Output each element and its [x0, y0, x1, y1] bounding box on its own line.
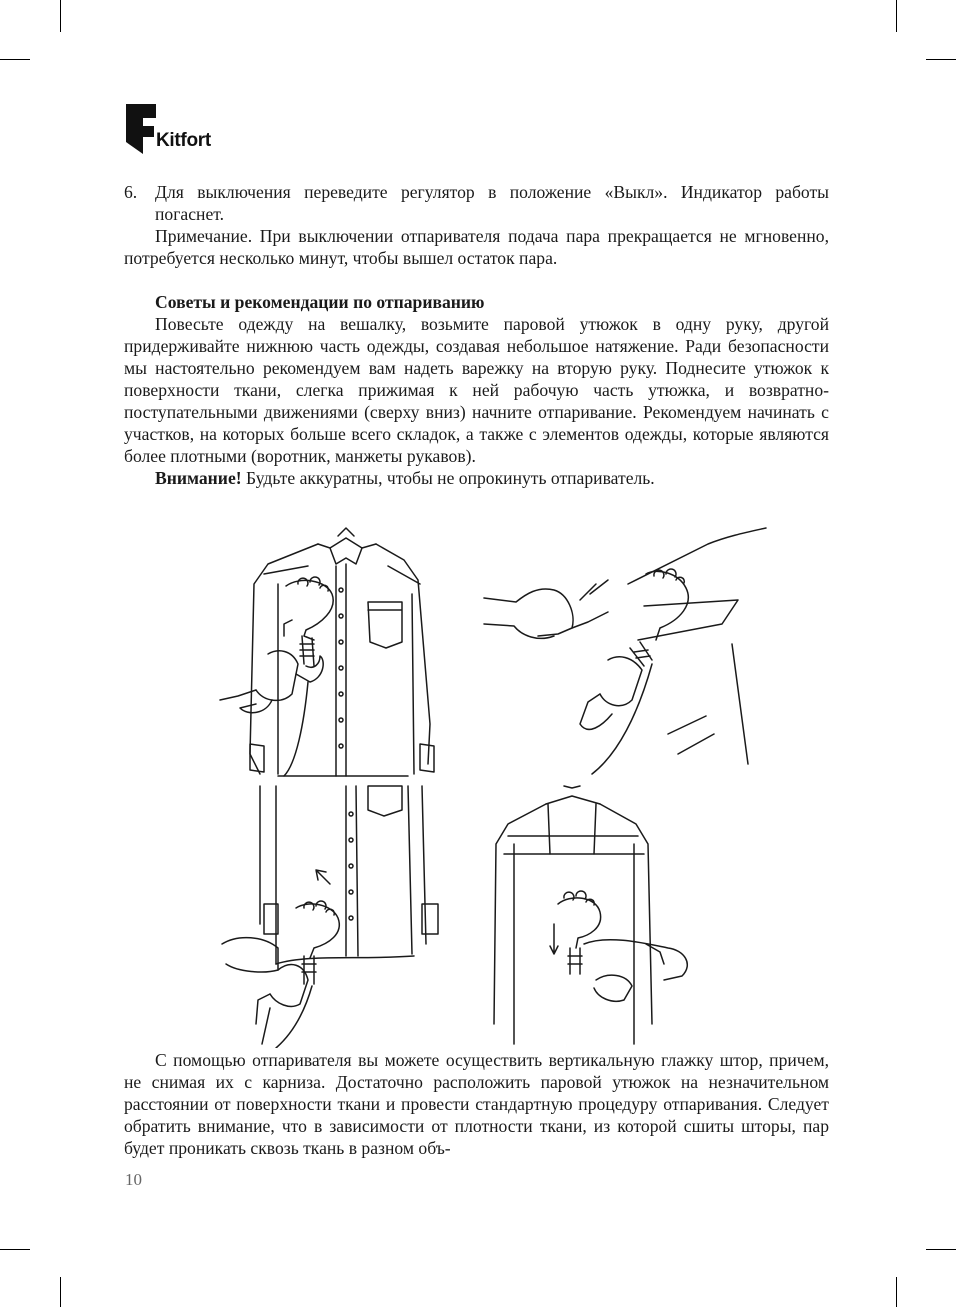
crop-mark	[0, 1249, 30, 1250]
text-block-bottom	[124, 1049, 829, 1159]
steaming-illustration-image	[208, 524, 770, 1048]
crop-mark	[896, 1277, 897, 1307]
brand-logo	[126, 104, 256, 156]
kitfort-logo-icon	[126, 104, 156, 154]
illustration-panel-4	[494, 786, 687, 1044]
steaming-illustration	[208, 524, 770, 1048]
paragraph-tips: Повесьте одежду на вешалку, возьмите паровой утюжок в одну руку, другой придерживайте нижнюю часть одежды, создавая небольшое натяжение. Ради безопасности мы настоятельно рекомендуем вам надеть варежку на вторую руку. Поднесите утюжок к поверхности ткани, слегка прижимая к ней рабочую часть утюжка, и возвратно-поступательными движениями (сверху вниз) начните отпаривание. Рекомендуем начинать с участков, на которых больше всего складок, а также с элементов одежды, которые являются более плотными (воротник, манжеты рукавов).	[124, 314, 829, 466]
illustration-panel-3	[222, 786, 438, 1048]
paragraph-curtains: С помощью отпаривателя вы можете осуществить вертикальную глажку штор, причем, не снимая их с карниза. Достаточно расположить паровой утюжок на незначительном расстоянии от поверхности ткани и провести стандартную процедуру отпаривания. Следует обратить внимание, что в зависимости от плотности ткани, из которой сшиты шторы, пар будет проникать сквозь ткань в разном объ-	[124, 1050, 829, 1158]
text-block-top	[124, 181, 829, 489]
step-number: 6.	[124, 182, 138, 202]
brand-name: Kitfort	[156, 130, 211, 151]
warning-text: Будьте аккуратны, чтобы не опрокинуть отпариватель.	[241, 468, 655, 488]
step-text: Для выключения переведите регулятор в положение «Выкл». Индикатор работы погаснет.	[155, 182, 829, 224]
crop-mark	[60, 1277, 61, 1307]
warning-label: Внимание!	[155, 468, 242, 488]
illustration-panel-1	[220, 528, 434, 776]
warning	[124, 467, 829, 489]
crop-mark	[926, 59, 956, 60]
page-number: 10	[125, 1170, 142, 1189]
note: Примечание. При выключении отпаривателя подача пара прекращается не мгновенно, потребуется несколько минут, чтобы вышел остаток пара.	[124, 226, 829, 268]
crop-mark	[0, 59, 30, 60]
illustration-panel-2	[484, 528, 766, 774]
step-6	[124, 181, 829, 225]
crop-mark	[896, 0, 897, 32]
section-title: Советы и рекомендации по отпариванию	[155, 292, 485, 312]
crop-mark	[60, 0, 61, 32]
crop-mark	[926, 1249, 956, 1250]
